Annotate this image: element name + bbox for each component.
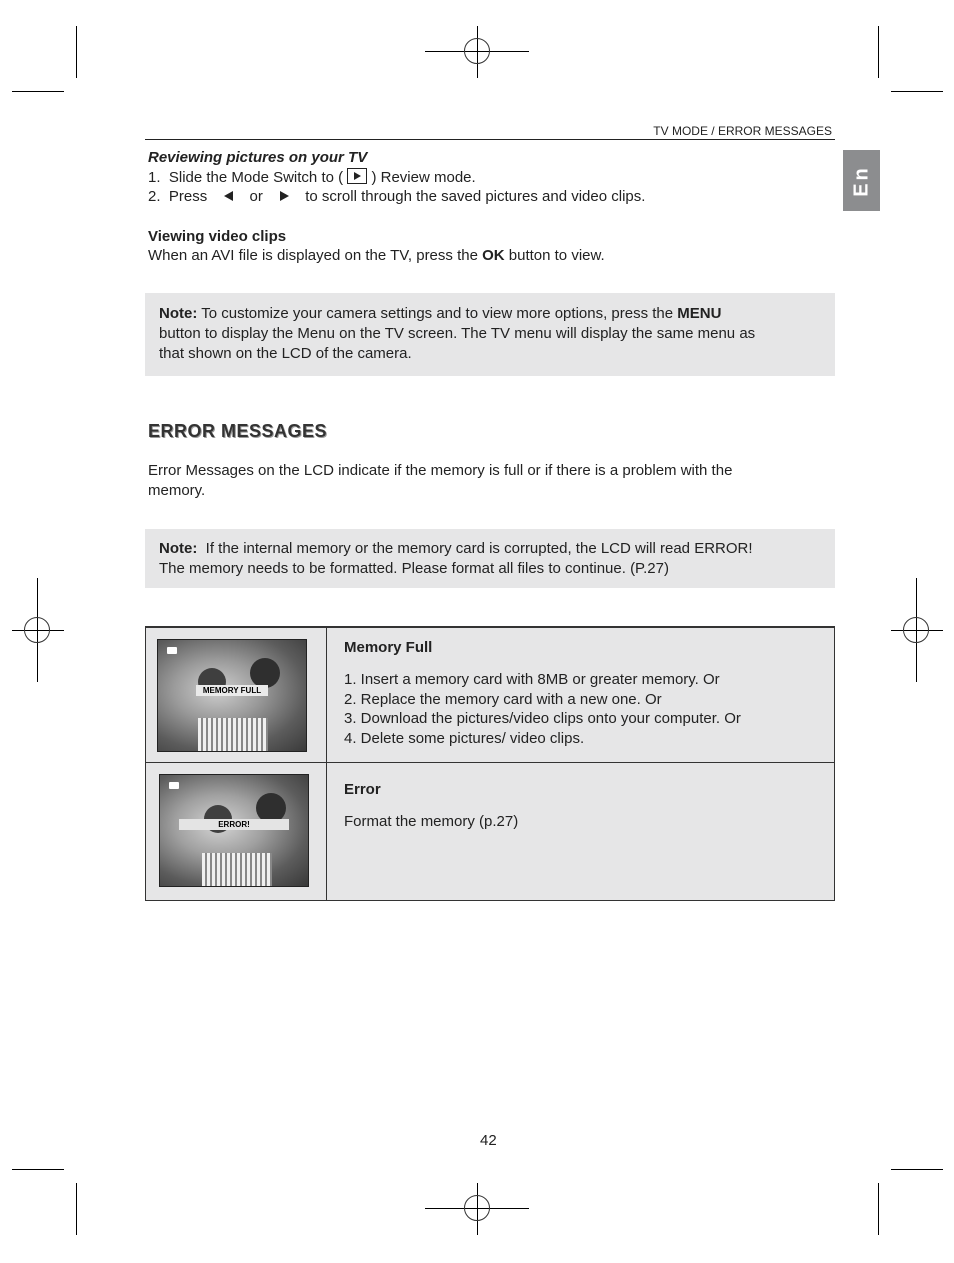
crop-mark <box>891 91 943 92</box>
note-line: Note: If the internal memory or the memory card is corrupted, the LCD will read ERROR! <box>159 540 753 557</box>
error-intro-line: Error Messages on the LCD indicate if the memory is full or if there is a problem with the <box>148 462 733 479</box>
photo-blob <box>250 658 280 688</box>
section-heading: ERROR MESSAGES <box>148 421 328 441</box>
crop-mark <box>76 26 77 78</box>
remedy-item: Format the memory (p.27) <box>344 813 519 830</box>
column-divider <box>326 628 327 900</box>
row-divider <box>146 762 834 763</box>
camera-icon <box>169 782 179 789</box>
video-title: Viewing video clips <box>148 228 287 245</box>
crop-mark <box>891 1169 943 1170</box>
registration-circle <box>464 38 490 64</box>
crop-mark <box>878 26 879 78</box>
crop-mark <box>878 1183 879 1235</box>
note-line: Note: To customize your camera settings and to view more options, press the MENU <box>159 305 722 322</box>
note-line: that shown on the LCD of the camera. <box>159 345 412 362</box>
camera-icon <box>167 647 177 654</box>
lcd-message-label: MEMORY FULL <box>196 685 268 696</box>
play-icon <box>347 168 367 184</box>
registration-circle <box>464 1195 490 1221</box>
reviewing-step-1: 1. Slide the Mode Switch to ( ) Review mode. <box>148 169 476 186</box>
crop-mark <box>12 91 64 92</box>
error-intro-line: memory. <box>148 482 206 499</box>
error-title: Memory Full <box>344 639 433 656</box>
note-line: The memory needs to be formatted. Please format all files to continue. (P.27) <box>159 560 669 577</box>
registration-circle <box>24 617 50 643</box>
crop-mark <box>12 1169 64 1170</box>
note-box <box>145 529 835 588</box>
video-text: When an AVI file is displayed on the TV, press the OK button to view. <box>148 247 605 264</box>
error-title: Error <box>344 781 381 798</box>
remedy-item: 3. Download the pictures/video clips onto your computer. Or <box>344 710 741 727</box>
registration-circle <box>903 617 929 643</box>
error-table <box>145 626 835 901</box>
remedy-item: 4. Delete some pictures/ video clips. <box>344 730 585 747</box>
crop-mark <box>76 1183 77 1235</box>
right-arrow-icon <box>280 191 289 201</box>
photo-blob <box>198 718 268 751</box>
photo-blob <box>202 853 272 886</box>
lcd-message-label: ERROR! <box>179 819 289 830</box>
remedy-item: 2. Replace the memory card with a new one. Or <box>344 691 662 708</box>
left-arrow-icon <box>224 191 233 201</box>
language-tab-label: En <box>850 164 872 197</box>
page-number: 42 <box>480 1132 497 1149</box>
language-tab <box>843 150 880 211</box>
lcd-screen-thumbnail <box>157 639 307 752</box>
section-header: TV MODE / ERROR MESSAGES <box>653 124 832 138</box>
note-line: button to display the Menu on the TV screen. The TV menu will display the same menu as <box>159 325 756 342</box>
reviewing-title: Reviewing pictures on your TV <box>148 149 368 166</box>
reviewing-step-2: 2. Press or to scroll through the saved pictures and video clips. <box>148 188 646 205</box>
remedy-item: 1. Insert a memory card with 8MB or greater memory. Or <box>344 671 720 688</box>
header-rule <box>145 139 835 140</box>
note-box <box>145 293 835 376</box>
lcd-screen-thumbnail <box>159 774 309 887</box>
